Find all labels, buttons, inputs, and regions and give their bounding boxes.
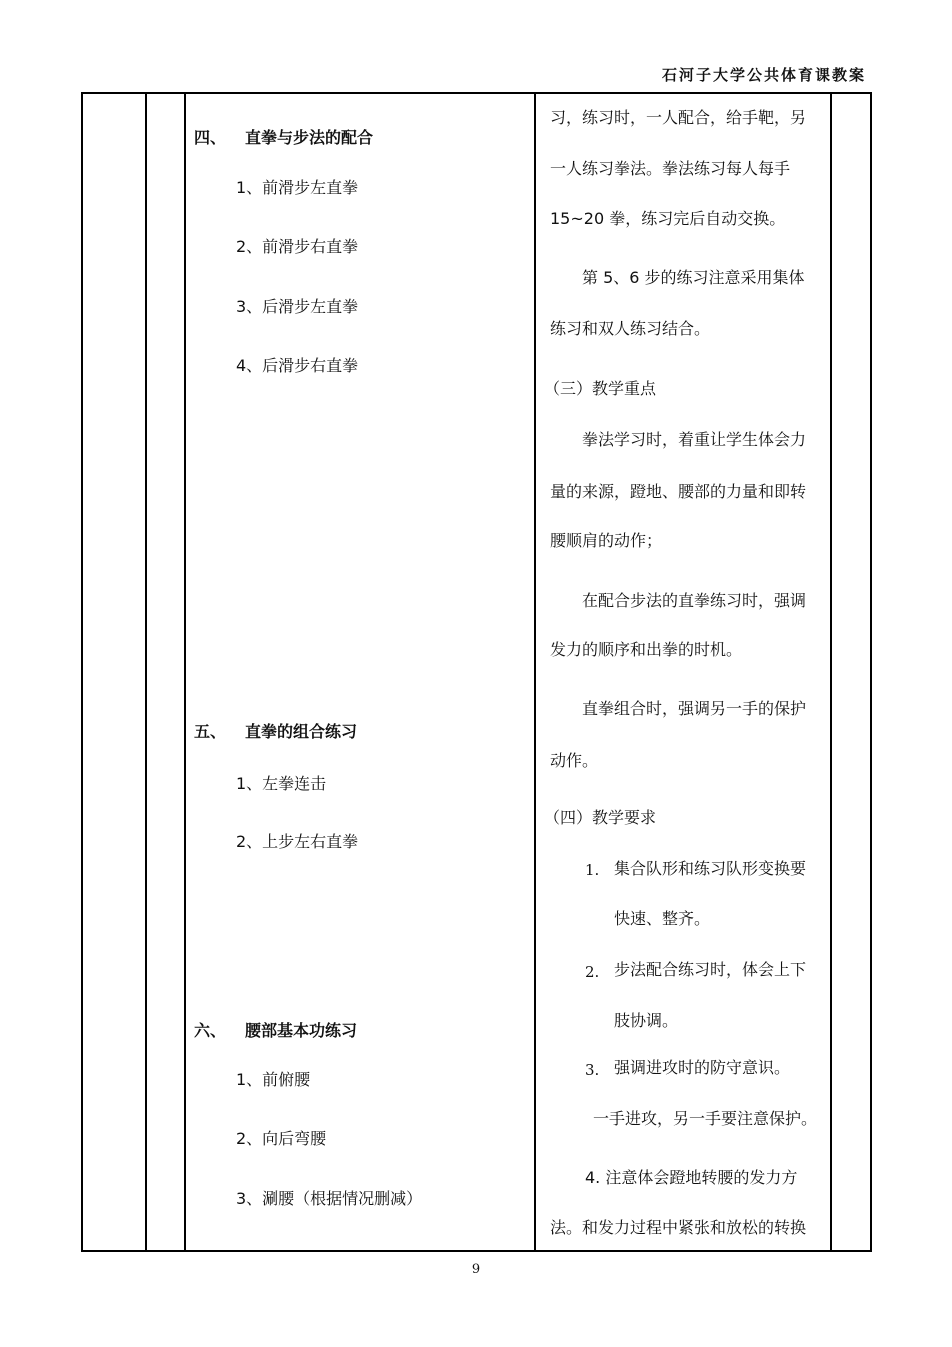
- notes-line: 习，练习时，一人配合，给手靶，另: [550, 108, 807, 127]
- table-left-border: [81, 92, 83, 1252]
- section-6-number: 六、: [194, 1021, 227, 1040]
- section-4-title: 直拳与步法的配合: [245, 128, 374, 147]
- notes-line: 4. 注意体会蹬地转腰的发力方: [585, 1168, 798, 1187]
- section-6-title: 腰部基本功练习: [245, 1021, 358, 1040]
- section-4-item: 3、后滑步左直拳: [236, 297, 359, 316]
- table-right-border: [870, 92, 872, 1252]
- notes-line: 集合队形和练习队形变换要: [614, 859, 807, 878]
- notes-line: 练习和双人练习结合。: [550, 319, 711, 338]
- section-5-number: 五、: [194, 722, 227, 741]
- column-divider-3: [534, 92, 536, 1252]
- notes-line: 步法配合练习时，体会上下: [614, 960, 807, 979]
- notes-line: 动作。: [550, 751, 599, 770]
- notes-line: 法。和发力过程中紧张和放松的转换: [550, 1218, 807, 1237]
- column-divider-2: [184, 92, 186, 1252]
- section-6-item: 3、涮腰（根据情况删减）: [236, 1189, 423, 1208]
- section-4-item: 1、前滑步左直拳: [236, 178, 359, 197]
- column-divider-1: [145, 92, 147, 1252]
- notes-line: 量的来源，蹬地、腰部的力量和即转: [550, 482, 807, 501]
- notes-line: 一手进攻，另一手要注意保护。: [593, 1109, 818, 1128]
- column-divider-4: [830, 92, 832, 1252]
- section-5-item: 2、上步左右直拳: [236, 832, 359, 851]
- notes-line: 拳法学习时，着重让学生体会力: [582, 430, 807, 449]
- section-4-number: 四、: [194, 128, 227, 147]
- lesson-table: [81, 92, 872, 1252]
- notes-line: 一人练习拳法。拳法练习每人每手: [550, 159, 791, 178]
- notes-line: 快速、整齐。: [614, 909, 711, 928]
- notes-line: 强调进攻时的防守意识。: [614, 1058, 791, 1077]
- notes-line: 直拳组合时，强调另一手的保护: [582, 699, 807, 718]
- list-number: 2.: [585, 963, 600, 981]
- notes-line: 15~20 拳，练习完后自动交换。: [550, 209, 786, 228]
- page-header-title: 石河子大学公共体育课教案: [661, 66, 866, 84]
- notes-line: 肢协调。: [614, 1011, 679, 1030]
- page-number: 9: [471, 1262, 481, 1277]
- section-5-item: 1、左拳连击: [236, 774, 327, 793]
- notes-line: 腰顺肩的动作；: [550, 531, 663, 550]
- section-5-title: 直拳的组合练习: [245, 722, 358, 741]
- section-4-item: 2、前滑步右直拳: [236, 237, 359, 256]
- list-number: 1.: [585, 861, 600, 879]
- notes-line: 第 5、6 步的练习注意采用集体: [582, 268, 805, 287]
- section-4-item: 4、后滑步右直拳: [236, 356, 359, 375]
- section-6-item: 1、前俯腰: [236, 1070, 311, 1089]
- section-6-item: 2、向后弯腰: [236, 1129, 327, 1148]
- table-top-border: [81, 92, 872, 94]
- notes-line: 在配合步法的直拳练习时，强调: [582, 591, 807, 610]
- table-bottom-border: [81, 1250, 872, 1252]
- notes-line: 发力的顺序和出拳的时机。: [550, 640, 743, 659]
- section-heading-key-points: （三）教学重点: [544, 379, 657, 398]
- section-heading-requirements: （四）教学要求: [544, 808, 657, 827]
- list-number: 3.: [585, 1061, 600, 1079]
